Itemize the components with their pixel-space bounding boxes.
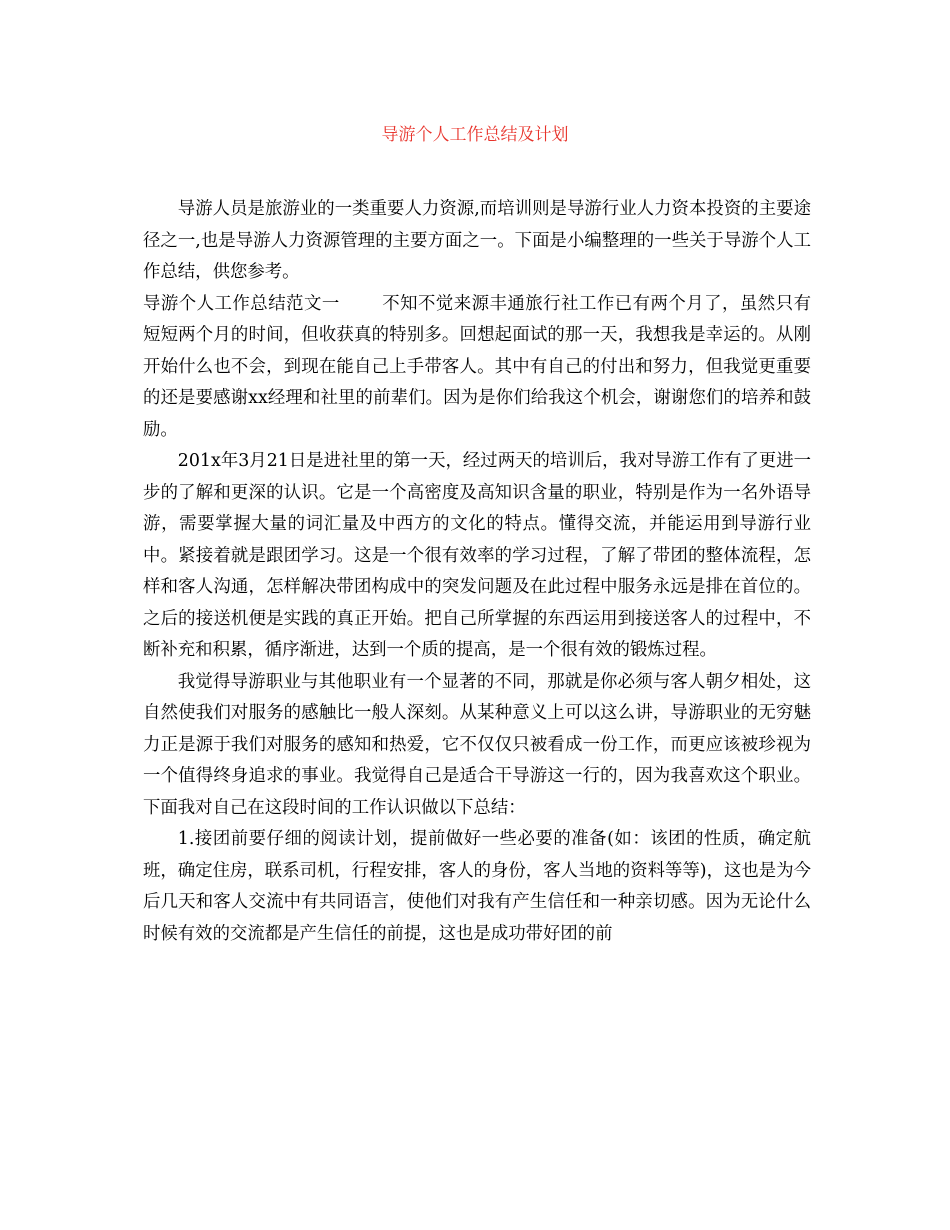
body-paragraph-4: 1.接团前要仔细的阅读计划，提前做好一些必要的准备(如：该团的性质，确定航班，确定住房，联系司机，行程安排，客人的身份，客人当地的资料等等)，这也是为今后几天和客人交流中有共同语言，使他们对我有产生信任和一种亲切感。因为无论什么时候有效的交流都是产生信任的前提，这也是成功带好团的前 xyxy=(143,829,811,944)
section-heading: 导游个人工作总结范文一 xyxy=(143,293,340,314)
document-body xyxy=(143,194,811,950)
document-title: 导游个人工作总结及计划 xyxy=(381,125,569,145)
body-paragraph-2: 201x年3月21日是进社里的第一天，经过两天的培训后，我对导游工作有了更进一步的了解和更深的认识。它是一个高密度及高知识含量的职业，特别是作为一名外语导游，需要掌握大量的词汇量及中西方的文化的特点。懂得交流，并能运用到导游行业中。紧接着就是跟团学习。这是一个很有效率的学习过程，了解了带团的整体流程，怎样和客人沟通，怎样解决带团构成中的突发问题及在此过程中服务永远是排在首位的。之后的接送机便是实践的真正开始。把自己所掌握的东西运用到接送客人的过程中，不断补充和积累，循序渐进，达到一个质的提高，是一个很有效的锻炼过程。 xyxy=(143,451,811,660)
body-paragraph-3: 我觉得导游职业与其他职业有一个显著的不同，那就是你必须与客人朝夕相处，这自然使我们对服务的感触比一般人深刻。从某种意义上可以这么讲，导游职业的无穷魅力正是源于我们对服务的感知和热爱，它不仅仅只被看成一份工作，而更应该被珍视为一个值得终身追求的事业。我觉得自己是适合干导游这一行的，因为我喜欢这个职业。下面我对自己在这段时间的工作认识做以下总结： xyxy=(143,671,811,818)
intro-paragraph: 导游人员是旅游业的一类重要人力资源,而培训则是导游行业人力资本投资的主要途径之一,也是导游人力资源管理的主要方面之一。下面是小编整理的一些关于导游个人工作总结，供您参考。 xyxy=(143,199,811,282)
section-first-text: 不知不觉来源丰通旅行社工作已有两个月了，虽然只有短短两个月的时间，但收获真的特别多。回想起面试的那一天，我想我是幸运的。从刚开始什么也不会，到现在能自己上手带客人。其中有自己的付出和努力，但我觉更重要的还是要感谢xx经理和社里的前辈们。因为是你们给我这个机会，谢谢您们的培养和鼓励。 xyxy=(143,293,811,440)
section-paragraph xyxy=(143,289,811,447)
